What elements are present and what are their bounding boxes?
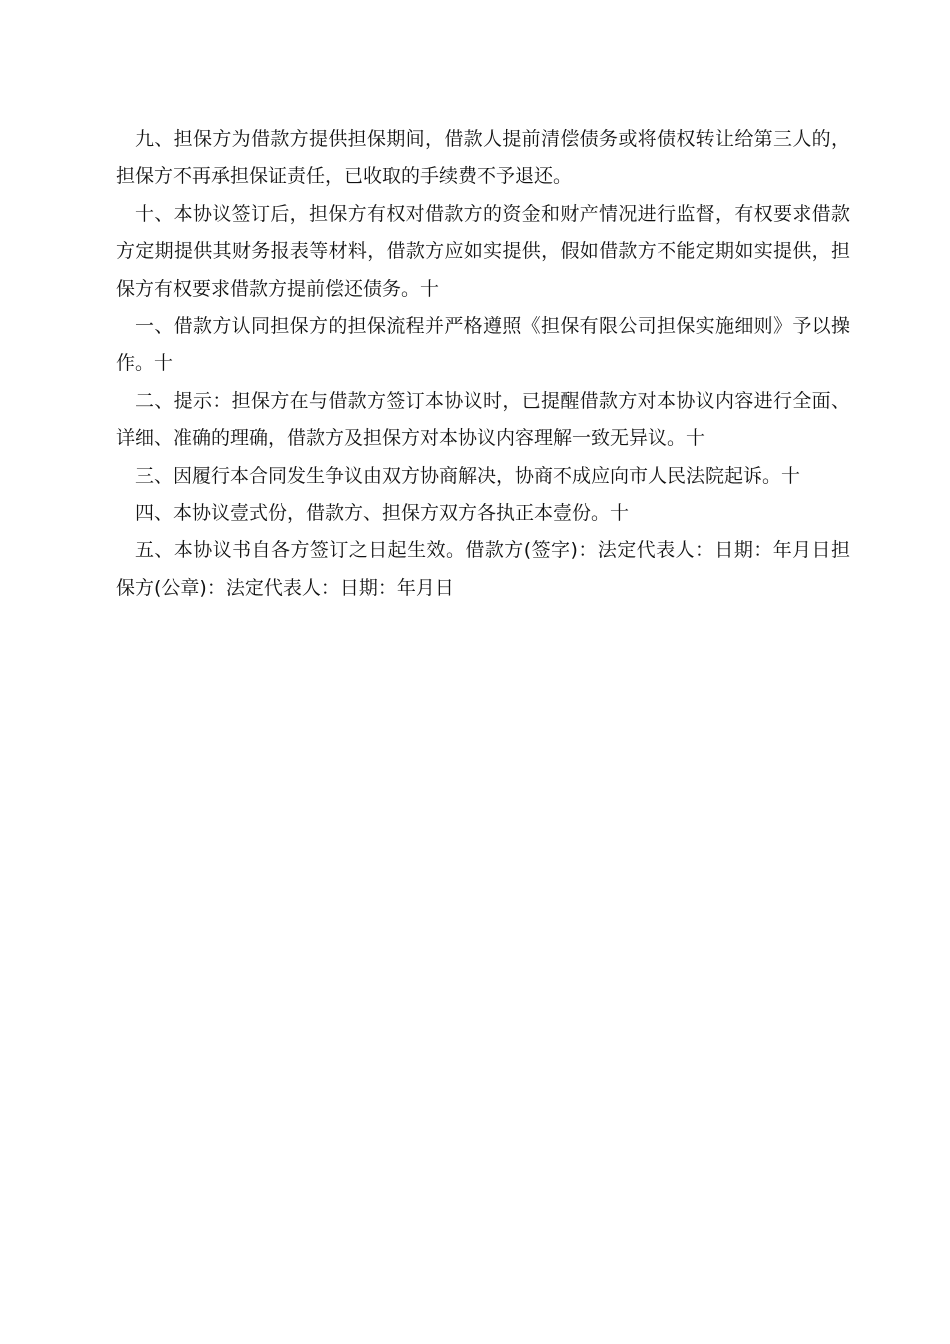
clause-12-paragraph: 二、提示：担保方在与借款方签订本协议时，已提醒借款方对本协议内容进行全面、详细、准确的理确，借款方及担保方对本协议内容理解一致无异议。十 (116, 389, 850, 450)
clause-10-paragraph: 十、本协议签订后，担保方有权对借款方的资金和财产情况进行监督，有权要求借款方定期提供其财务报表等材料，借款方应如实提供，假如借款方不能定期如实提供，担保方有权要求借款方提前偿还债务。十 (116, 202, 850, 300)
clause-13-paragraph: 三、因履行本合同发生争议由双方协商解决，协商不成应向市人民法院起诉。十 (135, 464, 801, 487)
clause-11-paragraph: 一、借款方认同担保方的担保流程并严格遵照《担保有限公司担保实施细则》予以操作。十 (116, 315, 850, 375)
clause-14-paragraph: 四、本协议壹式份，借款方、担保方双方各执正本壹份。十 (135, 502, 630, 525)
document-body (116, 121, 850, 607)
clause-9-paragraph: 九、担保方为借款方提供担保期间，借款人提前清偿债务或将债权转让给第三人的，担保方不再承担保证责任，已收取的手续费不予退还。 (116, 128, 850, 188)
clause-15-signature-paragraph: 五、本协议书自各方签订之日起生效。借款方(签字)：法定代表人：日期：年月日担保方(公章)：法定代表人：日期：年月日 (116, 539, 850, 599)
